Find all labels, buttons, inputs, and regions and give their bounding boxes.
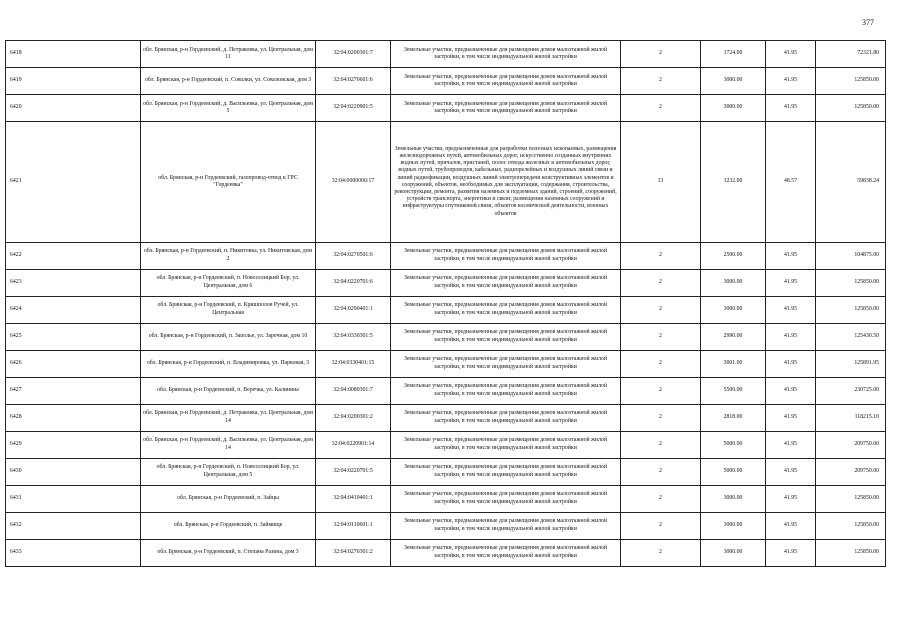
cell-group: 2 (621, 404, 701, 431)
cell-cadastral-number: 32:04:0270501:6 (316, 242, 391, 269)
cell-row-number: 6422 (6, 242, 141, 269)
cell-cadastral-number: 32:04:0000000:17 (316, 122, 391, 243)
cell-land-use: Земельные участки, предназначенные для размещения домов малоэтажной жилой застройки, в том числе индивидуальной жилой застройки (391, 296, 621, 323)
table-row (6, 323, 886, 350)
cell-address: обл. Брянская, р-н Гордеевский, газопровод-отвод к ГРС "Гордеевка" (141, 122, 316, 243)
cell-address: обл. Брянская, р-н Гордеевский, п. Соколки, ул. Соколовская, дом 3 (141, 68, 316, 95)
cell-cadastral-value: 209750.00 (816, 458, 886, 485)
cell-group: 2 (621, 485, 701, 512)
cell-cadastral-number: 32:04:0220701:6 (316, 269, 391, 296)
cell-row-number: 6425 (6, 323, 141, 350)
cell-land-use: Земельные участки, предназначенные для размещения домов малоэтажной жилой застройки, в том числе индивидуальной жилой застройки (391, 431, 621, 458)
table-row (6, 68, 886, 95)
cell-row-number: 6418 (6, 41, 141, 68)
cell-land-use: Земельные участки, предназначенные для размещения домов малоэтажной жилой застройки, в том числе индивидуальной жилой застройки (391, 485, 621, 512)
cell-address: обл. Брянская, р-н Гордеевский, п. Степана Разина, дом 3 (141, 539, 316, 566)
table-row (6, 122, 886, 243)
table-row (6, 350, 886, 377)
cell-address: обл. Брянская, р-н Гордеевский, п. Новоселицкий Бор, ул. Центральная, дом 6 (141, 269, 316, 296)
cell-row-number: 6419 (6, 68, 141, 95)
cell-cadastral-number: 32:04:0270301:2 (316, 539, 391, 566)
cell-area: 5000.00 (701, 431, 766, 458)
cell-land-use: Земельные участки, предназначенные для размещения домов малоэтажной жилой застройки, в том числе индивидуальной жилой застройки (391, 458, 621, 485)
cell-address: обл. Брянская, р-н Гордеевский, п. Никитовка, ул. Никитовская, дом 2 (141, 242, 316, 269)
cell-rate: 41.95 (766, 296, 816, 323)
cell-area: 3000.00 (701, 485, 766, 512)
cell-group: 2 (621, 68, 701, 95)
cell-cadastral-number: 32:04:0220901:14 (316, 431, 391, 458)
table-row (6, 269, 886, 296)
cell-rate: 41.95 (766, 269, 816, 296)
cell-address: обл. Брянская, р-н Гордеевский, п. Веречка, ул. Калинина (141, 377, 316, 404)
cell-group: 2 (621, 539, 701, 566)
cell-land-use: Земельные участки, предназначенные для размещения домов малоэтажной жилой застройки, в том числе индивидуальной жилой застройки (391, 350, 621, 377)
cell-area: 3000.00 (701, 95, 766, 122)
cell-group: 2 (621, 242, 701, 269)
cell-cadastral-value: 125430.50 (816, 323, 886, 350)
cell-cadastral-value: 125850.00 (816, 68, 886, 95)
cell-area: 5500.00 (701, 377, 766, 404)
cell-row-number: 6431 (6, 485, 141, 512)
cell-row-number: 6432 (6, 512, 141, 539)
cell-cadastral-value: 59838.24 (816, 122, 886, 243)
table-row (6, 512, 886, 539)
cell-land-use: Земельные участки, предназначенные для размещения домов малоэтажной жилой застройки, в том числе индивидуальной жилой застройки (391, 242, 621, 269)
cell-land-use: Земельные участки, предназначенные для разработки полезных ископаемых, размещения железнодорожных путей, автомобильных дорог, искусственно созданных внутренних водных путей, причалов, пристаней, полос отвода железных и автомобильных дорог, водных путей, трубопроводов, кабельных, радиорелейных и воздушных линий связи и линий радиофикации, воздушных линий электропередачи конструктивных элементов и сооружений, объектов, необходимых для эксплуатации, содержания, строительства, реконструкции, ремонта, развития наземных и подземных зданий, строений, сооружений, устройств транспорта, энергетики и связи; размещения наземных сооружений и инфраструктуры спутниковой связи, объектов космической деятельности, военных объектов (391, 122, 621, 243)
land-registry-table (5, 40, 886, 567)
cell-group: 2 (621, 296, 701, 323)
cell-cadastral-value: 125850.00 (816, 95, 886, 122)
cell-address: обл. Брянская, р-н Гордеевский, п. Новоселицкий Бор, ул. Центральная, дом 5 (141, 458, 316, 485)
cell-address: обл. Брянская, р-н Гордеевский, п. Кришполов Ручей, ул. Центральная (141, 296, 316, 323)
cell-land-use: Земельные участки, предназначенные для размещения домов малоэтажной жилой застройки, в том числе индивидуальной жилой застройки (391, 377, 621, 404)
cell-land-use: Земельные участки, предназначенные для размещения домов малоэтажной жилой застройки, в том числе индивидуальной жилой застройки (391, 41, 621, 68)
cell-group: 2 (621, 95, 701, 122)
cell-area: 3000.00 (701, 296, 766, 323)
table-row (6, 404, 886, 431)
cell-cadastral-number: 32:04:0200301:2 (316, 404, 391, 431)
cell-row-number: 6427 (6, 377, 141, 404)
table-row (6, 95, 886, 122)
cell-cadastral-value: 209750.00 (816, 431, 886, 458)
cell-address: обл. Брянская, р-н Гордеевский, п. Зайцы (141, 485, 316, 512)
cell-cadastral-value: 72321.80 (816, 41, 886, 68)
cell-rate: 41.95 (766, 41, 816, 68)
cell-row-number: 6430 (6, 458, 141, 485)
cell-cadastral-value: 125850.00 (816, 269, 886, 296)
cell-row-number: 6433 (6, 539, 141, 566)
cell-address: обл. Брянская, р-н Гордеевский, д. Петраковка, ул. Центральная, дом 11 (141, 41, 316, 68)
cell-rate: 48.57 (766, 122, 816, 243)
cell-cadastral-number: 32:04:0220701:5 (316, 458, 391, 485)
table-row (6, 485, 886, 512)
cell-row-number: 6429 (6, 431, 141, 458)
cell-cadastral-number: 32:04:0080301:7 (316, 377, 391, 404)
cell-rate: 41.95 (766, 458, 816, 485)
table-body (6, 41, 886, 567)
cell-land-use: Земельные участки, предназначенные для размещения домов малоэтажной жилой застройки, в том числе индивидуальной жилой застройки (391, 95, 621, 122)
cell-rate: 41.95 (766, 539, 816, 566)
cell-group: 2 (621, 512, 701, 539)
cell-group: 2 (621, 431, 701, 458)
cell-area: 3000.00 (701, 512, 766, 539)
table-row (6, 539, 886, 566)
cell-land-use: Земельные участки, предназначенные для размещения домов малоэтажной жилой застройки, в том числе индивидуальной жилой застройки (391, 512, 621, 539)
cell-rate: 41.95 (766, 404, 816, 431)
cell-rate: 41.95 (766, 68, 816, 95)
cell-rate: 41.95 (766, 95, 816, 122)
page-number: 377 (862, 18, 874, 27)
table-row (6, 458, 886, 485)
cell-address: обл. Брянская, р-н Гордеевский, д. Васильевка, ул. Центральная, дом 5 (141, 95, 316, 122)
cell-area: 1724.00 (701, 41, 766, 68)
table-row (6, 296, 886, 323)
cell-address: обл. Брянская, р-н Гордеевский, п. Владимировка, ул. Парковая, 3 (141, 350, 316, 377)
cell-cadastral-number: 32:04:0410401:1 (316, 485, 391, 512)
cell-cadastral-value: 125850.00 (816, 296, 886, 323)
cell-cadastral-value: 230725.00 (816, 377, 886, 404)
cell-address: обл. Брянская, р-н Гордеевский, д. Васильевка, ул. Центральная, дом 14 (141, 431, 316, 458)
cell-rate: 41.95 (766, 377, 816, 404)
cell-address: обл. Брянская, р-н Гордеевский, п. Заполье, ул. Заречная, дом 10 (141, 323, 316, 350)
cell-cadastral-number: 32:04:0330301:5 (316, 323, 391, 350)
cell-area: 2818.00 (701, 404, 766, 431)
cell-cadastral-value: 125850.00 (816, 539, 886, 566)
cell-cadastral-number: 32:04:0200301:7 (316, 41, 391, 68)
cell-cadastral-value: 118215.10 (816, 404, 886, 431)
cell-group: 2 (621, 41, 701, 68)
cell-area: 3000.00 (701, 269, 766, 296)
table-row (6, 377, 886, 404)
cell-group: 2 (621, 350, 701, 377)
cell-area: 3000.00 (701, 68, 766, 95)
cell-cadastral-value: 125850.00 (816, 485, 886, 512)
cell-area: 3001.00 (701, 350, 766, 377)
cell-rate: 41.95 (766, 431, 816, 458)
cell-row-number: 6420 (6, 95, 141, 122)
cell-cadastral-value: 104875.00 (816, 242, 886, 269)
cell-group: 13 (621, 122, 701, 243)
cell-rate: 41.95 (766, 485, 816, 512)
cell-address: обл. Брянская, р-н Гордеевский, д. Петраковка, ул. Центральная, дом 14 (141, 404, 316, 431)
cell-group: 2 (621, 323, 701, 350)
cell-area: 2500.00 (701, 242, 766, 269)
cell-area: 3000.00 (701, 539, 766, 566)
cell-cadastral-number: 32:04:0110601:1 (316, 512, 391, 539)
cell-land-use: Земельные участки, предназначенные для размещения домов малоэтажной жилой застройки, в том числе индивидуальной жилой застройки (391, 539, 621, 566)
cell-rate: 41.95 (766, 350, 816, 377)
cell-cadastral-value: 125891.95 (816, 350, 886, 377)
cell-area: 1232.00 (701, 122, 766, 243)
table-row (6, 41, 886, 68)
table-row (6, 431, 886, 458)
cell-cadastral-value: 125850.00 (816, 512, 886, 539)
cell-rate: 41.95 (766, 242, 816, 269)
cell-land-use: Земельные участки, предназначенные для размещения домов малоэтажной жилой застройки, в том числе индивидуальной жилой застройки (391, 404, 621, 431)
cell-cadastral-number: 32:04:0290401:1 (316, 296, 391, 323)
cell-row-number: 6424 (6, 296, 141, 323)
cell-area: 2990.00 (701, 323, 766, 350)
cell-rate: 41.95 (766, 512, 816, 539)
cell-row-number: 6428 (6, 404, 141, 431)
cell-group: 2 (621, 377, 701, 404)
cell-address: обл. Брянская, р-н Гордеевский, п. Займище (141, 512, 316, 539)
cell-rate: 41.95 (766, 323, 816, 350)
table-row (6, 242, 886, 269)
cell-cadastral-number: 32:04:0330401:15 (316, 350, 391, 377)
cell-area: 5000.00 (701, 458, 766, 485)
cell-cadastral-number: 32:04:0270601:6 (316, 68, 391, 95)
cell-land-use: Земельные участки, предназначенные для размещения домов малоэтажной жилой застройки, в том числе индивидуальной жилой застройки (391, 68, 621, 95)
cell-group: 2 (621, 269, 701, 296)
cell-land-use: Земельные участки, предназначенные для размещения домов малоэтажной жилой застройки, в том числе индивидуальной жилой застройки (391, 269, 621, 296)
cell-group: 2 (621, 458, 701, 485)
cell-land-use: Земельные участки, предназначенные для размещения домов малоэтажной жилой застройки, в том числе индивидуальной жилой застройки (391, 323, 621, 350)
cell-row-number: 6423 (6, 269, 141, 296)
cell-cadastral-number: 32:04:0220901:5 (316, 95, 391, 122)
cell-row-number: 6426 (6, 350, 141, 377)
cell-row-number: 6421 (6, 122, 141, 243)
